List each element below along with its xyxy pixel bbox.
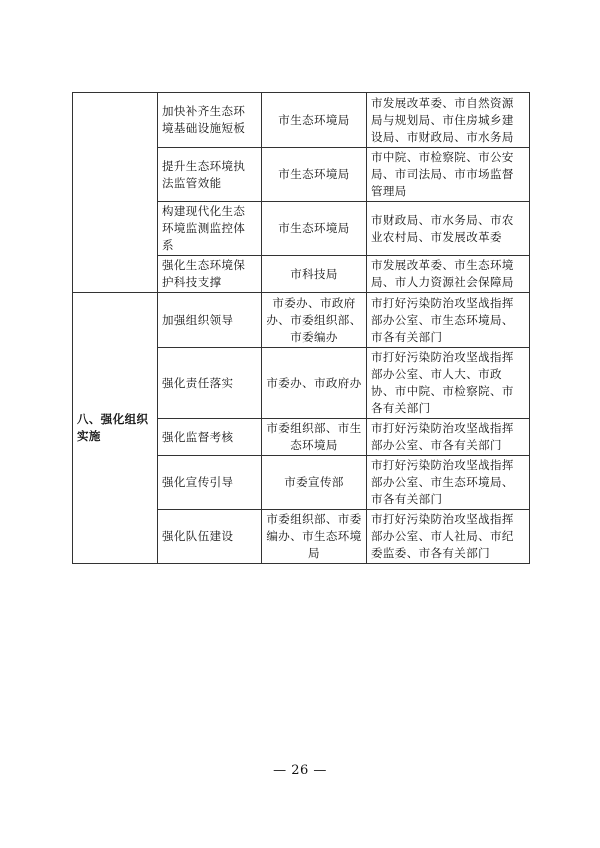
lead-unit-cell: 市生态环境局 bbox=[262, 148, 367, 202]
lead-unit-cell: 市生态环境局 bbox=[262, 93, 367, 148]
lead-unit-cell: 市委组织部、市生态环境局 bbox=[262, 419, 367, 456]
lead-unit-cell: 市科技局 bbox=[262, 256, 367, 293]
table-row bbox=[73, 293, 530, 348]
coop-unit-cell: 市打好污染防治攻坚战指挥部办公室、市生态环境局、市各有关部门 bbox=[367, 456, 530, 510]
lead-unit-cell: 市生态环境局 bbox=[262, 202, 367, 256]
task-cell: 加强组织领导 bbox=[158, 293, 262, 348]
task-assignment-table bbox=[72, 92, 530, 564]
lead-unit-cell: 市委办、市政府办 bbox=[262, 348, 367, 419]
category-cell-empty bbox=[73, 93, 158, 293]
task-cell: 强化队伍建设 bbox=[158, 510, 262, 564]
coop-unit-cell: 市发展改革委、市生态环境局、市人力资源社会保障局 bbox=[367, 256, 530, 293]
coop-unit-cell: 市打好污染防治攻坚战指挥部办公室、市生态环境局、市各有关部门 bbox=[367, 293, 530, 348]
coop-unit-cell: 市财政局、市水务局、市农业农村局、市发展改革委 bbox=[367, 202, 530, 256]
table-row bbox=[73, 93, 530, 148]
category-cell: 八、强化组织实施 bbox=[73, 293, 158, 564]
task-cell: 强化监督考核 bbox=[158, 419, 262, 456]
task-cell: 构建现代化生态环境监测监控体系 bbox=[158, 202, 262, 256]
page-number: — 26 — bbox=[273, 763, 327, 778]
lead-unit-cell: 市委组织部、市委编办、市生态环境局 bbox=[262, 510, 367, 564]
coop-unit-cell: 市打好污染防治攻坚战指挥部办公室、市人大、市政协、市中院、市检察院、市各有关部门 bbox=[367, 348, 530, 419]
coop-unit-cell: 市打好污染防治攻坚战指挥部办公室、市各有关部门 bbox=[367, 419, 530, 456]
coop-unit-cell: 市发展改革委、市自然资源局与规划局、市住房城乡建设局、市财政局、市水务局 bbox=[367, 93, 530, 148]
task-cell: 提升生态环境执法监管效能 bbox=[158, 148, 262, 202]
lead-unit-cell: 市委宣传部 bbox=[262, 456, 367, 510]
task-cell: 加快补齐生态环境基础设施短板 bbox=[158, 93, 262, 148]
task-cell: 强化生态环境保护科技支撑 bbox=[158, 256, 262, 293]
lead-unit-cell: 市委办、市政府办、市委组织部、市委编办 bbox=[262, 293, 367, 348]
task-cell: 强化责任落实 bbox=[158, 348, 262, 419]
coop-unit-cell: 市中院、市检察院、市公安局、市司法局、市市场监督管理局 bbox=[367, 148, 530, 202]
coop-unit-cell: 市打好污染防治攻坚战指挥部办公室、市人社局、市纪委监委、市各有关部门 bbox=[367, 510, 530, 564]
task-cell: 强化宣传引导 bbox=[158, 456, 262, 510]
